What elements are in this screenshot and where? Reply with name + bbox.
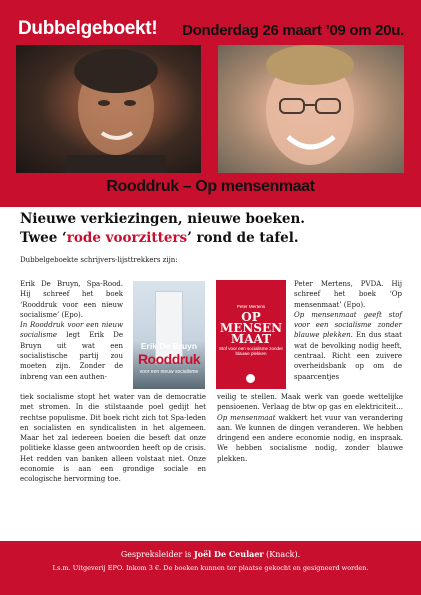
book-cover-op-mensenmaat — [216, 280, 286, 389]
portrait-left-graphic — [16, 45, 201, 173]
left-col-rest: legt Erik De Bruyn uit wat een socialistische partij zou moeten zijn. Zonder de inbreng van een authen- — [20, 331, 123, 381]
lower-text — [20, 392, 403, 485]
photo-erik-de-bruyn — [16, 45, 201, 173]
book2-title-1: OP — [241, 310, 261, 324]
moderator-name: Joël De Ceulaer — [193, 549, 264, 559]
left-col-paragraph-2 — [20, 320, 123, 382]
photo-peter-mertens — [218, 45, 404, 173]
heading-line-2-post: ’ rond de tafel. — [187, 230, 299, 246]
heading-line-2 — [20, 229, 410, 248]
portrait-right-graphic — [218, 45, 404, 173]
headline-date: Donderdag 26 maart ’09 om 20u. — [182, 22, 404, 39]
book2-title-3: MAAT — [230, 332, 272, 346]
right-col-paragraph-2 — [294, 310, 402, 382]
book1-subtitle: voor een nieuw socialisme — [139, 369, 199, 375]
book1-title: Rooddruk — [137, 351, 201, 367]
lower-right-italic: Op mensenmaat — [217, 413, 276, 422]
book-cover-rooddruk — [133, 281, 205, 389]
publisher-logo-icon — [246, 374, 255, 383]
main-heading — [20, 210, 410, 248]
book2-title-2: MENSEN — [219, 321, 283, 335]
headline-title: Dubbelgeboekt! — [18, 18, 158, 39]
event-subtitle: Rooddruk – Op mensenmaat — [106, 178, 315, 195]
right-column-text — [294, 279, 402, 382]
lower-left-cell: tiek socialisme stopt het water van de democratie met stromen. In die stilstaande poel gedijt het rechtse populisme. Dit boek richt zich tot Spa-leden en socialisten en syndicalisten in het algemeen. Maar het zal iedereen boeien die beseft dat onze politieke klasse geen antwoorden heeft op de crisis. Het redden van banken alleen volstaat niet. Onze economie is aan een grondige sociale en ecologische hervorming toe. — [20, 393, 206, 484]
book2-subtitle: Stof voor een socialisme zonder blauwe plekken — [218, 346, 284, 356]
lower-right-post: wakkert het vuur van verandering aan. We kunnen de dingen veranderen. We hebben dringend een andere economie nodig, en inspraak. We hebben socialisme nodig, zonder blauwe plekken. — [217, 413, 403, 463]
lower-text-row — [20, 392, 403, 485]
footer-info: I.s.m. Uitgeverij EPO. Inkom 3 €. De boeken kunnen ter plaatse gekocht en gesigneerd worden. — [52, 564, 369, 572]
left-col-paragraph-1: Erik De Bruyn, Spa-Rood. Hij schreef het boek ‘Rooddruk voor een nieuw socialisme’ (Epo). — [20, 280, 123, 319]
footer-moderator — [0, 549, 421, 559]
heading-line-2-red: rode voorzitters — [66, 230, 188, 246]
book2-author: Peter Mertens — [236, 304, 266, 309]
right-col-italic: Op mensenmaat geeft stof voor een socialisme zonder blauwe plekken. — [294, 310, 402, 340]
moderator-post: (Knack). — [263, 550, 301, 559]
right-col-paragraph-1: Peter Mertens, PVDA. Hij schreef het boek ‘Op mensenmaat’ (Epo). — [294, 280, 402, 309]
moderator-pre: Gespreksleider is — [120, 550, 194, 559]
lower-right-pre: veilig te stellen. Maak werk van goede wettelijke pensioenen. Verlaag de btw op gas en elektriciteit... — [217, 393, 403, 412]
heading-line-2-pre: Twee ‘ — [20, 230, 67, 246]
lower-right-cell — [217, 392, 403, 485]
left-col-italic: In Rooddruk voor een nieuw socialisme — [20, 321, 123, 340]
left-column-text — [20, 279, 123, 382]
book1-author: Erik De Bruyn — [140, 341, 198, 351]
heading-line-1: Nieuwe verkiezingen, nieuwe boeken. — [20, 211, 306, 227]
intro-text: Dubbelgeboekte schrijvers-lijsttrekkers zijn: — [20, 256, 178, 264]
right-col-rest: En dus staat wat de bevolking nodig heeft, centraal. Richt een zuivere overheidsbank op om de spaarcentjes — [294, 331, 402, 381]
